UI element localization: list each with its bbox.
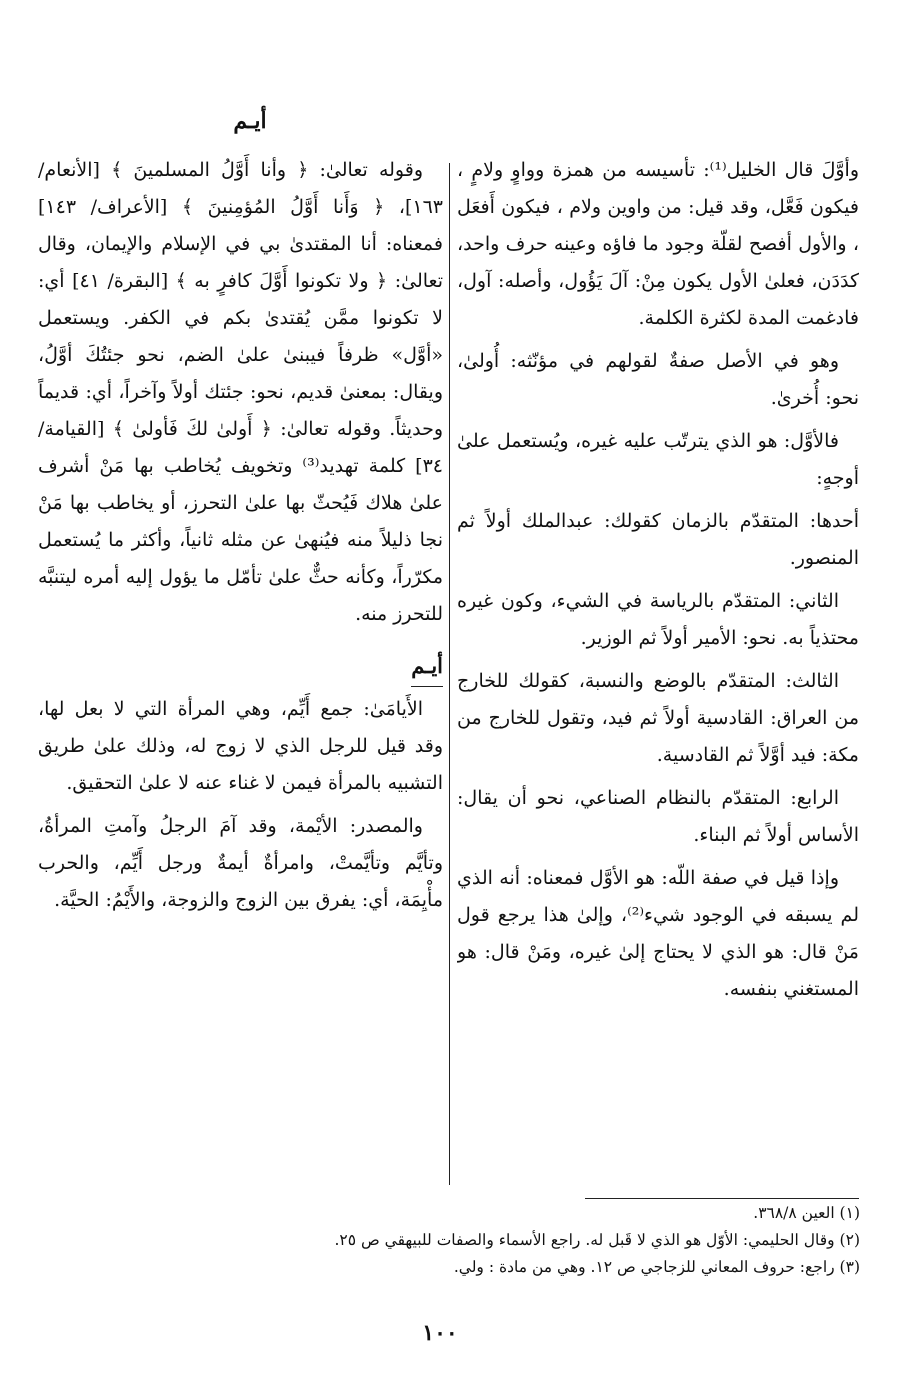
footnotes <box>40 1200 860 1281</box>
entry-head-wrapper <box>38 639 443 691</box>
paragraph: الأَيامَىٰ: جمع أَيِّم، وهي المرأة التي لا بعل لها، وقد قيل للرجل الذي لا زوج له، وذلك علىٰ طريق التشبيه بالمرأة فيمن لا غناء عنه لا علىٰ التحقيق. <box>38 698 443 794</box>
left-column <box>38 152 443 1192</box>
entry-heading: أيـم <box>411 647 443 687</box>
footnote: (٢) وقال الحليمي: الأوّل هو الذي لا قَبل له. راجع الأسماء والصفات للبيهقي ص ٢٥. <box>334 1231 860 1249</box>
paragraph: والمصدر: الأيْمة، وقد آمَ الرجلُ وآمتِ المرأةُ، وتأيَّم وتأيَّمتْ، وامرأةٌ أيمةٌ ورجل أَيِّم، والحرب مأْيِمَة، أي: يفرق بين الزوج والزوجة، والأَيْمُ: الحيَّة. <box>38 815 443 911</box>
page-header-root-word: أيـم <box>233 108 267 134</box>
page-number: ١٠٠ <box>422 1320 458 1346</box>
paragraph: الثاني: المتقدّم بالرياسة في الشيء، وكون غيره محتذياً به. نحو: الأمير أولاً ثم الوزير. <box>457 590 859 649</box>
paragraph: الرابع: المتقدّم بالنظام الصناعي، نحو أن يقال: الأساس أولاً ثم البناء. <box>457 787 859 846</box>
paragraph: وقوله تعالىٰ: ﴿ وأنا أَوَّلُ المسلمينَ ﴾ [الأنعام/ ١٦٣]، ﴿ وَأَنا أَوَّلُ المُؤمِنينَ ﴾ [الأعراف/ ١٤٣] فمعناه: أنا المقتدىٰ بي في الإسلام والإيمان، وقال تعالىٰ: ﴿ ولا تكونوا أَوَّلَ كافرٍ به ﴾ [البقرة/ ٤١] أي: لا تكونوا ممَّن يُقتدىٰ بكم في الكفر. ويستعمل «أوَّل» ظرفاً فيبنىٰ علىٰ الضم، نحو جئتُكَ أوَّلُ، ويقال: بمعنىٰ قديم، نحو: جئتك أولاً وآخراً، أي: قديماً وحديثاً. وقوله تعالىٰ: ﴿ أَولىٰ لكَ فَأولىٰ ﴾ [القيامة/ ٣٤] كلمة تهديد⁽³⁾ وتخويف يُخاطب بها مَنْ أشرف علىٰ هلاك فَيُحثّ بها علىٰ التحرز، أو يخاطب بها مَنْ نجا ذليلاً منه فيُنهىٰ عن مثله ثانياً، وأكثر ما يُستعمل مكرّراً، وكأنه حثٌّ علىٰ تأمّل ما يؤول إليه أمره ليتنبَّه للتحرز منه. <box>38 159 443 625</box>
paragraph: أحدها: المتقدّم بالزمان كقولك: عبدالملك أولاً ثم المنصور. <box>457 510 859 569</box>
paragraph: الثالث: المتقدّم بالوضع والنسبة، كقولك للخارج من العراق: القادسية أولاً ثم فيد، وتقول للخارج من مكة: فيد أوَّلاً ثم القادسية. <box>457 670 859 766</box>
paragraph: فالأوَّل: هو الذي يترتّب عليه غيره، ويُستعمل علىٰ أوجهٍ: <box>457 430 859 489</box>
footnote: (١) العين ٣٦٨/٨. <box>753 1204 860 1222</box>
column-divider <box>449 163 450 1185</box>
paragraph: وإذا قيل في صفة اللّه: هو الأوَّل فمعناه: أنه الذي لم يسبقه في الوجود شيء⁽²⁾، وإلىٰ هذا يرجع قول مَنْ قال: هو الذي لا يحتاج إلىٰ غيره، ومَنْ قال: هو المستغني بنفسه. <box>457 867 859 1000</box>
footnote-separator <box>585 1198 859 1199</box>
paragraph: وهو في الأصل صفةٌ لقولهم في مؤنّثه: أُولىٰ، نحو: أُخرىٰ. <box>457 350 859 409</box>
paragraph: وأوَّلَ قال الخليل⁽¹⁾: تأسيسه من همزة وواوٍ ولامٍ ، فيكون فَعَّل، وقد قيل: من واوين ولام ، فيكون أَفعَل ، والأول أفصح لقلّة وجود ما فاؤه وعينه حرف واحد، كدَدَن، فعلىٰ الأول يكون مِنْ: آلَ يَؤُول، وأصله: آول، فادغمت المدة لكثرة الكلمة. <box>457 159 859 329</box>
right-column <box>457 152 859 1192</box>
footnote: (٣) راجع: حروف المعاني للزجاجي ص ١٢. وهي من مادة : ولي. <box>453 1258 860 1276</box>
